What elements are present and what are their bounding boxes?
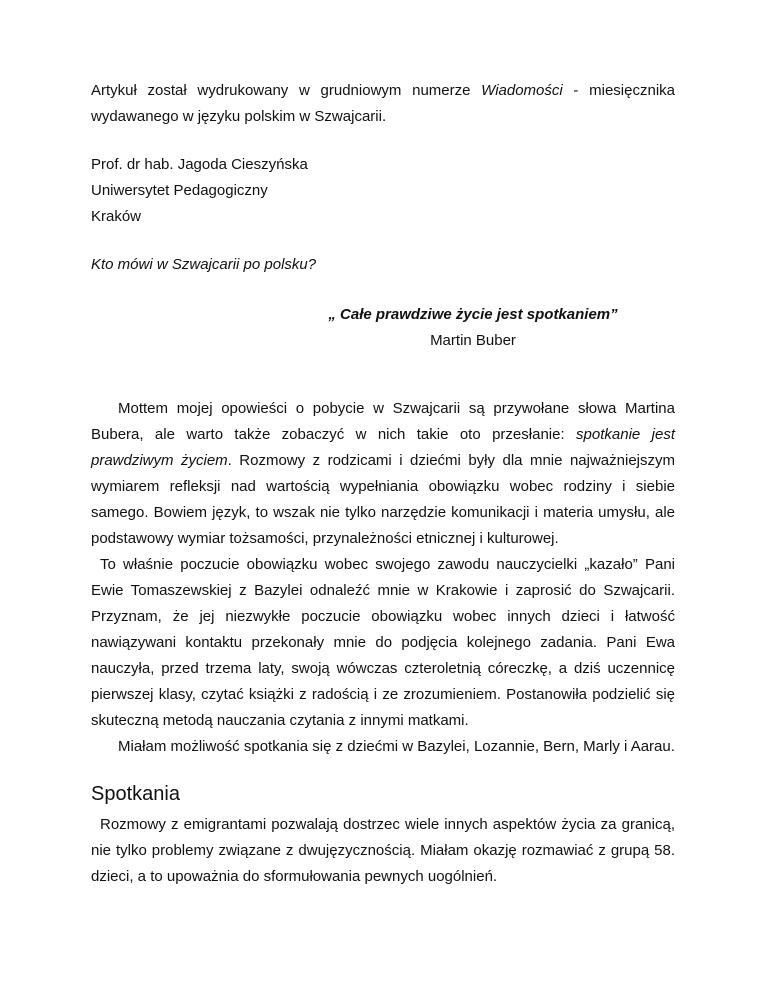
paragraph-1-emphasis: spotkanie jest prawdziwym życiem bbox=[91, 426, 675, 469]
paragraph-1-text-b: . Rozmowy z rodzicami i dziećmi były dla mnie najważniejszym wymiarem refleksji nad wartością wypełniania obowiązku wobec rodziny i siebie samego. Bowiem język, to wszak nie tylko narzędzie komunikacji i materia umysłu, ale podstawowy wymiar tożsamości, przynależności etnicznej i kulturowej. bbox=[91, 452, 675, 547]
section-heading: Spotkania bbox=[91, 783, 180, 805]
motto-quote: „ Całe prawdziwe życie jest spotkaniem” bbox=[328, 306, 618, 323]
document-page bbox=[91, 78, 675, 890]
section-paragraph-1: Rozmowy z emigrantami pozwalają dostrzec wiele innych aspektów życia za granicą, nie tylko problemy związane z dwujęzycznością. Miałam okazję rozmawiać z grupą 58. dzieci, a to upoważnia do sformułowania pewnych uogólnień. bbox=[91, 816, 675, 885]
intro-text-after: - miesięcznika wydawanego w języku polskim w Szwajcarii. bbox=[91, 82, 675, 125]
magazine-name: Wiadomości bbox=[481, 82, 563, 99]
author-name: Prof. dr hab. Jagoda Cieszyńska bbox=[91, 156, 308, 173]
paragraph-3: Miałam możliwość spotkania się z dziećmi w Bazylei, Lozannie, Bern, Marly i Aarau. bbox=[118, 738, 675, 755]
author-institution: Uniwersytet Pedagogiczny bbox=[91, 182, 268, 199]
intro-text-before: Artykuł został wydrukowany w grudniowym numerze bbox=[91, 82, 482, 99]
paragraph-1 bbox=[91, 396, 675, 552]
motto-author: Martin Buber bbox=[430, 332, 516, 349]
article-title: Kto mówi w Szwajcarii po polsku? bbox=[91, 256, 317, 273]
paragraph-1-text-a: Mottem mojej opowieści o pobycie w Szwajcarii są przywołane słowa Martina Bubera, ale warto także zobaczyć w nich takie oto przesłanie: bbox=[91, 400, 675, 443]
motto bbox=[271, 302, 675, 354]
paragraph-2: To właśnie poczucie obowiązku wobec swojego zawodu nauczycielki „kazało” Pani Ewie Tomaszewskiej z Bazylei odnaleźć mnie w Krakowie i zaprosić do Szwajcarii. Przyznam, że jej niezwykłe poczucie obowiązku wobec innych dzieci i łatwość nawiązywani kontaktu przekonały mnie do podjęcia kolejnego zadania. Pani Ewa nauczyła, przed trzema laty, swoją wówczas czteroletnią córeczkę, a dziś uczennicę pierwszej klasy, czytać książki z radością i ze zrozumieniem. Postanowiła podzielić się skuteczną metodą nauczania czytania z innymi matkami. bbox=[91, 556, 675, 729]
author-city: Kraków bbox=[91, 208, 142, 225]
intro-paragraph bbox=[91, 78, 675, 130]
author-block bbox=[91, 152, 675, 230]
